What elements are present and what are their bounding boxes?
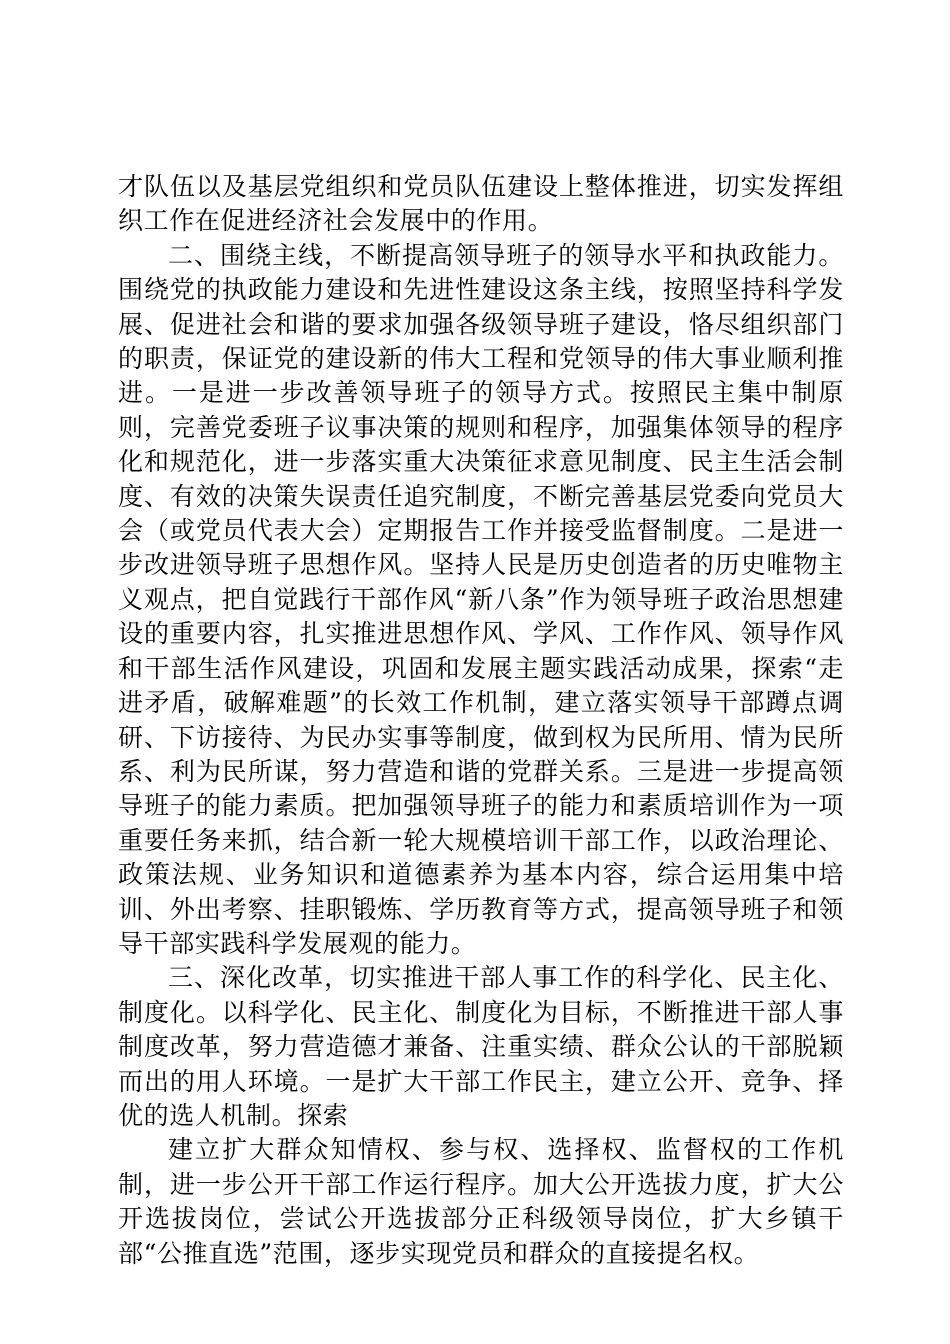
body-text	[118, 170, 844, 1271]
paragraph-4: 建立扩大群众知情权、参与权、选择权、监督权的工作机制，进一步公开干部工作运行程序。加大公开选拔力度，扩大公开选拔岗位，尝试公开选拔部分正科级领导岗位，扩大乡镇干部“公推直选”范围，逐步实现党员和群众的直接提名权。	[118, 1135, 844, 1268]
paragraph-2: 二、围绕主线，不断提高领导班子的领导水平和执政能力。围绕党的执政能力建设和先进性建设这条主线，按照坚持科学发展、促进社会和谐的要求加强各级领导班子建设，恪尽组织部门的职责，保证党的建设新的伟大工程和党领导的伟大事业顺利推进。一是进一步改善领导班子的领导方式。按照民主集中制原则，完善党委班子议事决策的规则和程序，加强集体领导的程序化和规范化，进一步落实重大决策征求意见制度、民主生活会制度、有效的决策失误责任追究制度，不断完善基层党委向党员大会（或党员代表大会）定期报告工作并接受监督制度。二是进一步改进领导班子思想作风。坚持人民是历史创造者的历史唯物主义观点，把自觉践行干部作风“新八条”作为领导班子政治思想建设的重要内容，扎实推进思想作风、学风、工作作风、领导作风和干部生活作风建设，巩固和发展主题实践活动成果，探索“走进矛盾，破解难题”的长效工作机制，建立落实领导干部蹲点调研、下访接待、为民办实事等制度，做到权为民所用、情为民所系、利为民所谋，努力营造和谐的党群关系。三是进一步提高领导班子的能力素质。把加强领导班子的能力和素质培训作为一项重要任务来抓，结合新一轮大规模培训干部工作，以政治理论、政策法规、业务知识和道德素养为基本内容，综合运用集中培训、外出考察、挂职锻炼、学历教育等方式，提高领导班子和领导干部实践科学发展观的能力。	[118, 240, 844, 958]
paragraph-3: 三、深化改革，切实推进干部人事工作的科学化、民主化、制度化。以科学化、民主化、制度化为目标，不断推进干部人事制度改革，努力营造德才兼备、注重实绩、群众公认的干部脱颖而出的用人环境。一是扩大干部工作民主，建立公开、竞争、择优的选人机制。探索	[118, 963, 844, 1130]
paragraph-1: 才队伍以及基层党组织和党员队伍建设上整体推进，切实发挥组织工作在促进经济社会发展中的作用。	[118, 172, 844, 236]
